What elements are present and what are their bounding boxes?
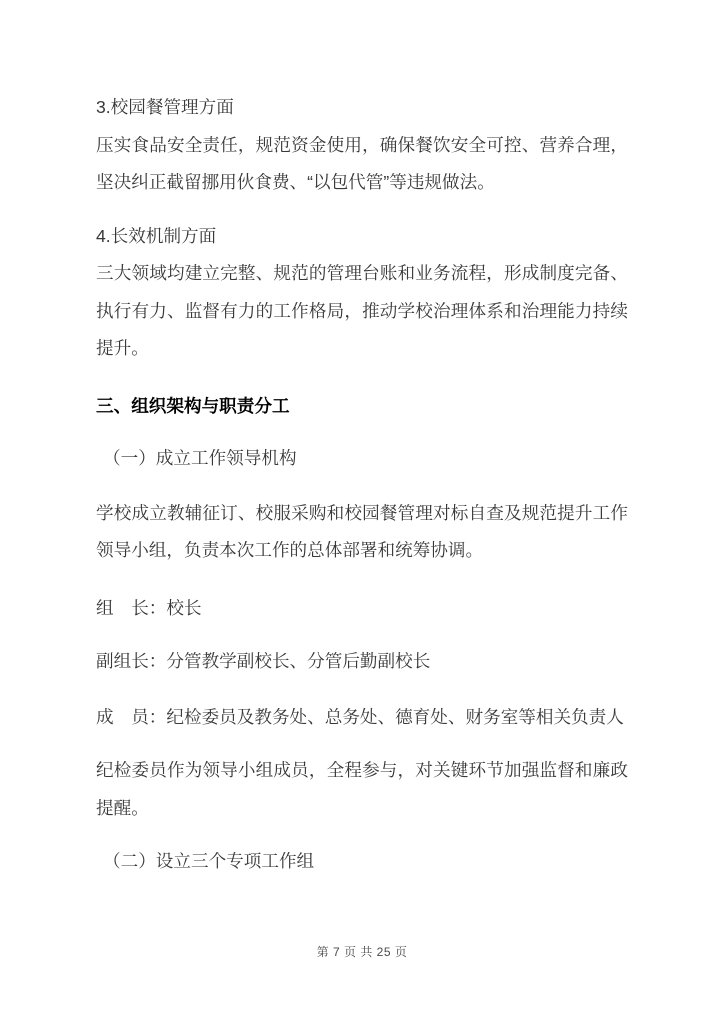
role-line-leader: 组 长：校长 <box>96 597 202 618</box>
page-number-label: 第 7 页 共 25 页 <box>316 945 408 959</box>
paragraph-leading-group-setup: 学校成立教辅征订、校服采购和校园餐管理对标自查及规范提升工作领导小组，负责本次工作的总体部署和统筹协调。 <box>96 502 628 560</box>
document-body <box>96 0 628 897</box>
paren-subheading-leading-group: （一）成立工作领导机构 <box>103 448 297 468</box>
paren-subheading-special-work-groups: （二）设立三个专项工作组 <box>103 851 315 871</box>
paragraph-canteen-management: 压实食品安全责任，规范资金使用，确保餐饮安全可控、营养合理，坚决纠正截留挪用伙食费、“以包代管”等违规做法。 <box>96 134 628 192</box>
numbered-subheading-3: 3.校园餐管理方面 <box>96 97 234 117</box>
page-footer <box>0 944 724 960</box>
paragraph-discipline-inspector: 纪检委员作为领导小组成员，全程参与，对关键环节加强监督和廉政提醒。 <box>96 760 628 818</box>
role-line-members: 成 员：纪检委员及教务处、总务处、德育处、财务室等相关负责人 <box>96 706 624 727</box>
chapter-heading-organization: 三、组织架构与职责分工 <box>96 395 290 416</box>
paragraph-long-term-mechanism: 三大领域均建立完整、规范的管理台账和业务流程，形成制度完备、执行有力、监督有力的工作格局，推动学校治理体系和治理能力持续提升。 <box>96 263 628 358</box>
numbered-subheading-4: 4.长效机制方面 <box>96 225 217 246</box>
role-line-deputy-leader: 副组长：分管教学副校长、分管后勤副校长 <box>96 651 431 671</box>
